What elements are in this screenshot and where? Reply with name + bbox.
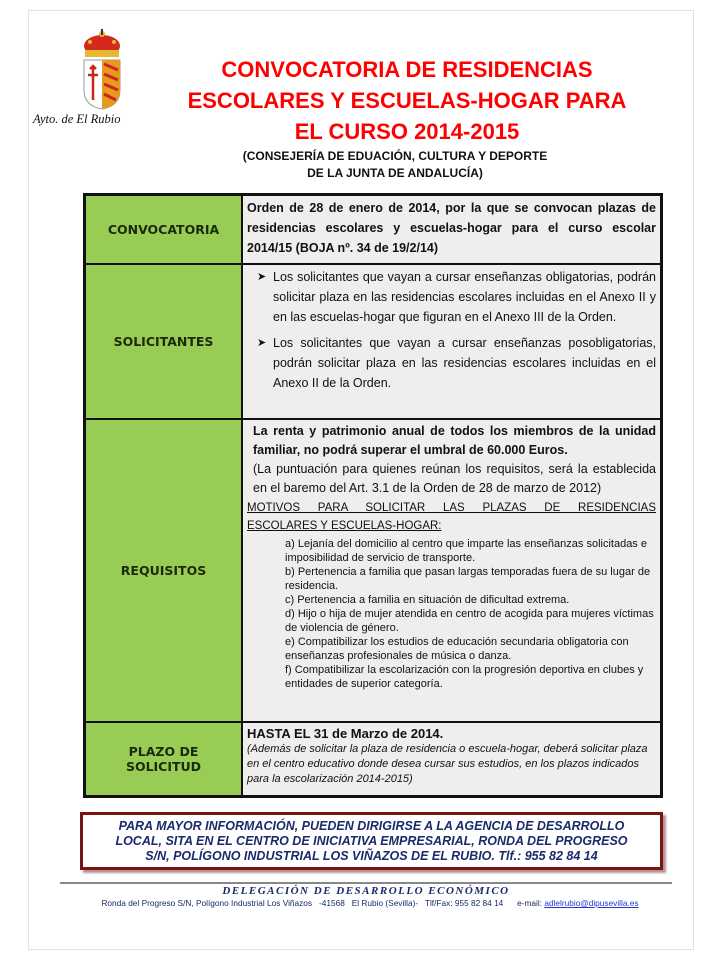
title-line: EL CURSO 2014-2015 (294, 119, 520, 144)
info-line: PARA MAYOR INFORMACIÓN, PUEDEN DIRIGIRSE A LA AGENCIA DE DESARROLLO (118, 819, 625, 833)
title-line: CONVOCATORIA DE RESIDENCIAS (221, 57, 593, 82)
bullet-item (257, 333, 656, 393)
reason-item: c) Pertenencia a familia en situación de dificultad extrema. (285, 593, 570, 606)
footer-department: DELEGACIÓN DE DESARROLLO ECONÓMICO (222, 885, 510, 897)
reason-item: b) Pertenencia a familia que pasan largas temporadas fuera de su lugar de residencia. (285, 565, 651, 592)
requisitos-main: La renta y patrimonio anual de todos los miembros de la unidad familiar, no podrá superar el umbral de 60.000 Euros. (253, 423, 656, 457)
row-requisitos (85, 419, 662, 722)
title-line: ESCOLARES Y ESCUELAS-HOGAR PARA (187, 88, 627, 113)
content-requisitos (242, 419, 662, 722)
label-convocatoria: CONVOCATORIA (85, 195, 243, 264)
bullet-item (257, 267, 656, 327)
label-solicitantes: SOLICITANTES (85, 264, 243, 419)
footer-divider (60, 882, 672, 884)
requisitos-note: (La puntuación para quienes reúnan los requisitos, será la establecida en el baremo del Art. 3.1 de la Orden de 28 de marzo de 2012) (253, 461, 656, 495)
motivos-heading-2: ESCOLARES Y ESCUELAS-HOGAR: (247, 519, 442, 532)
coat-of-arms-icon (80, 28, 124, 110)
convocatoria-text: Orden de 28 de enero de 2014, por la que se convocan plazas de residencias escolares y escuelas-hogar para el curso escolar 2014/15 (BOJA nº. 34 de 19/2/14) (247, 201, 656, 255)
bullet-text: Los solicitantes que vayan a cursar enseñanzas posobligatorias, podrán solicitar plaza en las residencias escolares incluidas en el Anexo II de la Orden. (273, 335, 656, 390)
logo-caption: Ayto. de El Rubio (33, 112, 121, 126)
info-line: LOCAL, SITA EN EL CENTRO DE INICIATIVA EMPRESARIAL, RONDA DEL PROGRESO (115, 834, 628, 848)
reason-item: a) Lejanía del domicilio al centro que imparte las enseñanzas solicitadas e imposibilidad de servicio de transporte. (285, 537, 647, 564)
plazo-note: (Además de solicitar la plaza de residencia o escuela-hogar, deberá solicitar plaza en el centro educativo donde desea cursar sus estudios, en los plazos indicados para la escolarización 2014-2015) (247, 742, 648, 785)
subtitle-line: DE LA JUNTA DE ANDALUCÍA) (307, 166, 483, 180)
content-convocatoria (242, 195, 662, 264)
email-link[interactable]: adlelrubio@dipusevilla.es (544, 898, 639, 908)
subtitle-line: (CONSEJERÍA DE EDUACIÓN, CULTURA Y DEPORTE (242, 149, 548, 163)
footer-address (60, 898, 680, 908)
motivos-heading: MOTIVOS PARA SOLICITAR LAS PLAZAS DE RESIDENCIAS (247, 501, 656, 514)
reason-item: e) Compatibilizar los estudios de educación secundaria obligatoria con enseñanzas profesionales de música o danza. (285, 635, 629, 662)
label-line: PLAZO DE (128, 743, 199, 759)
arrow-bullet-icon: ➤ (257, 336, 267, 349)
row-plazo (85, 722, 662, 797)
page-subtitle (200, 148, 590, 182)
label-line: SOLICITUD (125, 758, 202, 774)
arrow-bullet-icon: ➤ (257, 270, 267, 283)
label-requisitos: REQUISITOS (85, 419, 243, 722)
plazo-deadline: HASTA EL 31 de Marzo de 2014. (247, 725, 444, 741)
info-box (80, 812, 663, 870)
address-text: Ronda del Progreso S/N, Polígono Industrial Los Viñazos -41568 El Rubio (Sevilla)- Tlf/Fax: 955 82 84 14 e-mail: (101, 898, 545, 908)
info-table (83, 193, 663, 798)
content-plazo (242, 722, 662, 797)
row-convocatoria (85, 195, 662, 264)
content-solicitantes (242, 264, 662, 419)
reasons-list (247, 537, 656, 691)
reason-item: d) Hijo o hija de mujer atendida en centro de acogida para mujeres víctimas de violencia de género. (285, 607, 654, 634)
label-plazo (85, 722, 243, 797)
page-title (150, 54, 664, 147)
info-line: S/N, POLÍGONO INDUSTRIAL LOS VIÑAZOS DE EL RUBIO. Tlf.: 955 82 84 14 (145, 849, 598, 863)
bullet-text: Los solicitantes que vayan a cursar enseñanzas obligatorias, podrán solicitar plaza en las residencias escolares incluidas en el Anexo II y en las escuelas-hogar que figuran en el Anexo III de la Orden. (273, 269, 656, 324)
reason-item: f) Compatibilizar la escolarización con la progresión deportiva en clubes y entidades de superior categoría. (285, 663, 644, 690)
row-solicitantes (85, 264, 662, 419)
